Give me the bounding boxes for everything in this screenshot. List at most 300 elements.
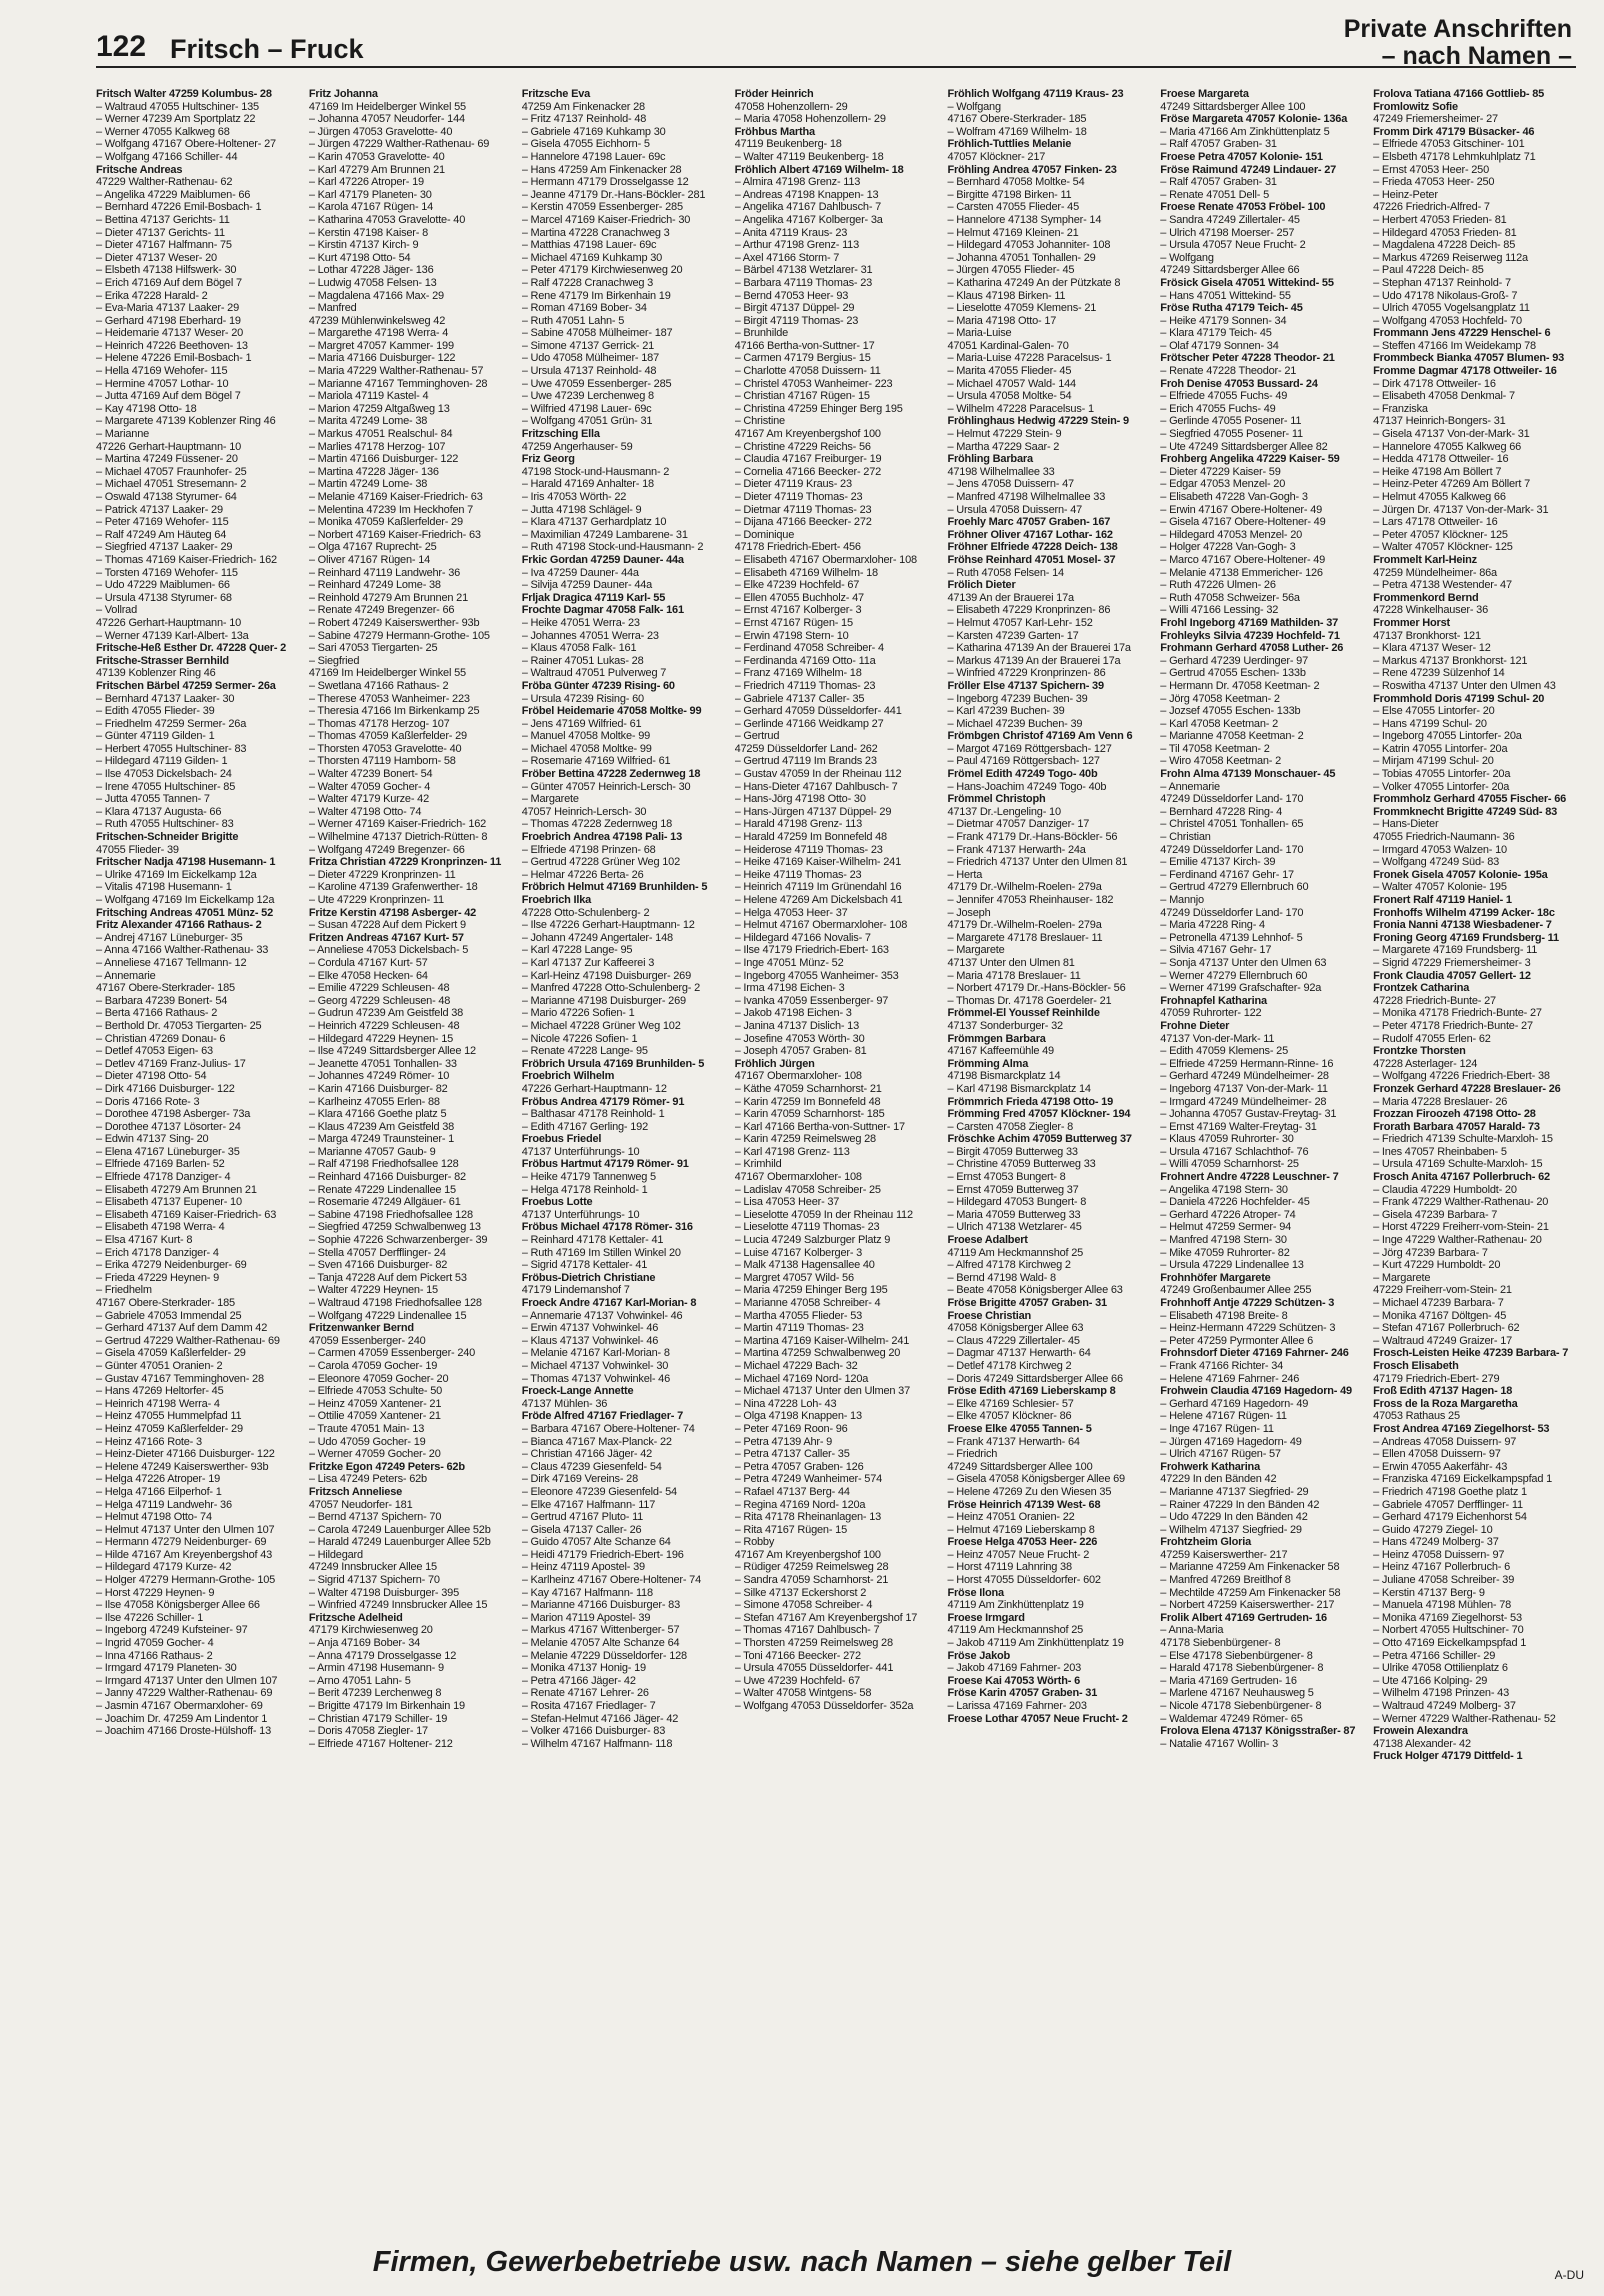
entry-line: – Waltraud 47198 Friedhofsallee 128 xyxy=(308,1297,482,1309)
entry-line: – Gabriele 47057 Derfflinger- 11 xyxy=(1373,1498,1523,1511)
entry-line: – Karl 47228 Lange- 95 xyxy=(521,944,633,957)
entry-line: – Susan 47228 Auf dem Pickert 9 xyxy=(308,919,466,932)
entry-line: – Christine xyxy=(734,415,785,428)
entry-lead: Frömmgen Barbara xyxy=(947,1032,1046,1045)
entry-line: – Doris 47249 Sittardsberger Allee 66 xyxy=(947,1372,1123,1385)
entry-line: – Rosemarie 47249 Allgäuer- 61 xyxy=(308,1196,461,1209)
entry-line: – Johannes 47249 Römer- 10 xyxy=(308,1070,450,1083)
entry-line: – Walter 47229 Heynen- 15 xyxy=(308,1284,438,1297)
entry-line: – Kay 47198 Otto- 18 xyxy=(96,402,197,415)
entry-line: – Martin 47249 Lome- 38 xyxy=(308,478,428,491)
entry-line: – Rita 47167 Rügen- 15 xyxy=(734,1523,847,1536)
entry-line: – Dirk 47166 Duisburger- 122 xyxy=(96,1082,235,1095)
entry-line: – Stefan 47167 Am Kreyenbergshof 17 xyxy=(734,1611,918,1624)
entry-line: – Rene 47239 Sülzenhof 14 xyxy=(1373,667,1505,680)
entry-line: 47059 Ruhrorter- 122 xyxy=(1160,1007,1262,1020)
section-title-line1: Private Anschriften xyxy=(1343,15,1572,43)
entry-line: – Helene 47169 Fahrner- 246 xyxy=(1160,1372,1300,1385)
entry-line: – Irma 47198 Eichen- 3 xyxy=(734,982,845,995)
entry-lead: Fröse Raimund 47249 Lindauer- 27 xyxy=(1160,163,1337,176)
entry-line: – Walter 47119 Beukenberg- 18 xyxy=(734,150,884,163)
entry-lead: Frozzan Firoozeh 47198 Otto- 28 xyxy=(1373,1108,1536,1121)
entry-line: – Carmen 47059 Essenberger- 240 xyxy=(308,1347,476,1360)
entry-line: – Maria 47198 Otto- 17 xyxy=(947,314,1057,327)
entry-line: – Ursula 47167 Schlachthof- 76 xyxy=(1160,1145,1309,1158)
column-5 xyxy=(947,88,1150,2230)
entry-line: – Kay 47167 Halfmann- 118 xyxy=(521,1586,653,1599)
entry-line: – Maria 47178 Breslauer- 11 xyxy=(947,969,1081,982)
entry-line: – Peter 47169 Roon- 96 xyxy=(734,1422,848,1435)
entry-lead: Frljak Dragica 47119 Karl- 55 xyxy=(521,591,666,604)
entry-line: – Mirjam 47199 Schul- 20 xyxy=(1373,755,1494,768)
entry-line: – Lothar 47228 Jäger- 136 xyxy=(308,264,434,277)
entry-line: – Helga 47053 Heer- 37 xyxy=(734,906,848,919)
entry-line: – Ilse 47179 Friedrich-Ebert- 163 xyxy=(734,944,889,957)
entry-line: – Karlheinz 47167 Obere-Holtener- 74 xyxy=(521,1574,702,1587)
entry-line: – Brunhilde xyxy=(734,327,789,340)
entry-line: 47249 Sittardsberger Allee 100 xyxy=(1160,100,1306,113)
entry-line: – Sandra 47249 Zillertaler- 45 xyxy=(1160,213,1300,226)
entry-line: – Christian 47166 Jäger- 42 xyxy=(521,1448,653,1461)
entry-line: – Jakob 47198 Eichen- 3 xyxy=(734,1007,852,1020)
entry-line: 47259 Düsseldorfer Land- 262 xyxy=(734,742,878,755)
entry-line: – Detlev 47169 Franz-Julius- 17 xyxy=(96,1057,246,1070)
entry-line: – Sigrid 47229 Friemersheimer- 3 xyxy=(1373,956,1531,969)
entry-line: – Annemarie xyxy=(1160,780,1220,793)
entry-line: 47259 Mündelheimer- 86a xyxy=(1373,566,1497,579)
entry-line: – Johannes 47051 Werra- 23 xyxy=(521,629,659,642)
entry-line: – Wolfgang 47053 Hochfeld- 70 xyxy=(1373,314,1522,327)
entry-line: – Matthias 47198 Lauer- 69c xyxy=(521,239,657,252)
entry-line: – Maria 47228 Breslauer- 26 xyxy=(1373,1095,1508,1108)
entry-line: – Wolfgang 47226 Friedrich-Ebert- 38 xyxy=(1373,1070,1550,1083)
entry-lead: Frohberg Angelika 47229 Kaiser- 59 xyxy=(1160,453,1340,466)
entry-line: – Ingrid 47059 Gocher- 4 xyxy=(96,1637,214,1650)
entry-line: – Petra 47137 Caller- 35 xyxy=(734,1448,850,1461)
entry-line: – Magdalena 47166 Max- 29 xyxy=(308,289,444,302)
entry-line: – Walter 47057 Klöckner- 125 xyxy=(1373,541,1513,554)
entry-line: – Ruth 47198 Stock-und-Hausmann- 2 xyxy=(521,541,704,554)
entry-line: – Margot 47169 Röttgersbach- 127 xyxy=(947,742,1112,755)
entry-line: – Udo 47058 Mülheimer- 187 xyxy=(521,352,659,365)
entry-line: 47167 Am Kreyenbergshof 100 xyxy=(734,428,881,441)
entry-line: – Klaus 47137 Vohwinkel- 46 xyxy=(521,1334,659,1347)
entry-line: – Rainer 47051 Lukas- 28 xyxy=(521,654,644,667)
entry-line: – Günter 47119 Gilden- 1 xyxy=(96,730,215,743)
entry-line: 47137 Sonderburger- 32 xyxy=(947,1019,1063,1032)
entry-line: – Elke 47058 Hecken- 64 xyxy=(308,969,428,982)
entry-line: – Hans 47199 Schul- 20 xyxy=(1373,717,1487,730)
entry-lead: Fritsche Andreas xyxy=(96,163,183,176)
entry-line: – Frank 47137 Herwarth- 64 xyxy=(947,1435,1080,1448)
entry-line: – Klara 47137 Weser- 12 xyxy=(1373,642,1491,655)
entry-line: – Nina 47228 Loh- 43 xyxy=(734,1397,837,1410)
entry-line: – Udo 47059 Gocher- 19 xyxy=(308,1435,426,1448)
entry-lead: Fröhlich Jürgen xyxy=(734,1057,815,1070)
entry-lead: Fritsching Andreas 47051 Münz- 52 xyxy=(96,906,273,919)
entry-lead: Fröbrich Helmut 47169 Brunhilden- 5 xyxy=(521,881,708,894)
entry-line: – Marco 47167 Obere-Holtener- 49 xyxy=(1160,553,1326,566)
entry-line: 47167 Am Kreyenbergshof 100 xyxy=(734,1548,881,1561)
entry-lead: Fröse Karin 47057 Graben- 31 xyxy=(947,1687,1098,1700)
entry-line: – Ursula 47169 Schulte-Marxloh- 15 xyxy=(1373,1158,1543,1171)
entry-lead: Froebrich Ilka xyxy=(521,894,592,906)
entry-line: – Klaus 47198 Birken- 11 xyxy=(947,289,1066,302)
column-4 xyxy=(735,88,938,2230)
entry-line: – Gerhard 47249 Mündelheimer- 28 xyxy=(1160,1070,1329,1083)
entry-lead: Froh Denise 47053 Bussard- 24 xyxy=(1160,377,1318,390)
entry-line: 47249 Friemersheimer- 27 xyxy=(1373,113,1498,126)
entry-line: – Lucia 47249 Salzburger Platz 9 xyxy=(734,1234,891,1247)
entry-line: – Ralf 47198 Friedhofsallee 128 xyxy=(308,1158,459,1171)
entry-line: – Heinz-Peter 47269 Am Böllert 7 xyxy=(1373,478,1531,491)
entry-lead: Frohnapfel Katharina xyxy=(1160,994,1267,1007)
entry-line: – Arno 47051 Lahn- 5 xyxy=(308,1674,411,1687)
entry-line: – Heinrich 47198 Werra- 4 xyxy=(96,1397,220,1410)
entry-line: 47229 Freiherr-vom-Stein- 21 xyxy=(1373,1284,1512,1297)
entry-line: – Jakob 47169 Fahrner- 203 xyxy=(947,1662,1082,1675)
entry-line: – Annemarie 47137 Vohwinkel- 46 xyxy=(521,1309,683,1322)
entry-line: – Traute 47051 Main- 13 xyxy=(308,1422,425,1435)
entry-line: – Dominique xyxy=(734,528,795,541)
entry-lead: Fritsch Walter 47259 Kolumbus- 28 xyxy=(96,88,272,100)
entry-line: – Christian 47167 Rügen- 15 xyxy=(734,390,870,403)
entry-line: – Dietmar 47057 Danziger- 17 xyxy=(947,818,1090,831)
entry-line: – Gerhard 47137 Auf dem Damm 42 xyxy=(96,1322,268,1335)
entry-line: – Anita 47119 Kraus- 23 xyxy=(734,226,848,239)
entry-line: – Melanie 47229 Düsseldorfer- 128 xyxy=(521,1649,687,1662)
entry-line: – Sabine 47198 Friedhofsallee 128 xyxy=(308,1208,473,1221)
entry-line: – Jürgen 47053 Gravelotte- 40 xyxy=(308,125,453,138)
entry-line: – Jürgen 47229 Walther-Rathenau- 69 xyxy=(308,138,490,151)
entry-line: – Luise 47167 Kolberger- 3 xyxy=(734,1246,863,1259)
entry-line: – Anna-Maria xyxy=(1160,1624,1224,1637)
entry-line: – Wolfgang 47229 Lindenallee 15 xyxy=(308,1309,467,1322)
entry-lead: Fritzsche Adelheid xyxy=(308,1611,403,1624)
entry-line: – Maria 47059 Butterweg 33 xyxy=(947,1208,1081,1221)
entry-line: – Detlef 47178 Kirchweg 2 xyxy=(947,1359,1072,1372)
entry-line: – Helene 47167 Rügen- 11 xyxy=(1160,1410,1287,1423)
entry-line: – Heinz 47055 Hummelpfad 11 xyxy=(96,1410,242,1423)
entry-line: – Jutta 47198 Schlägel- 9 xyxy=(521,503,642,516)
entry-lead: Fröder Heinrich xyxy=(734,88,814,100)
entry-line: – Waltraud 47249 Graizer- 17 xyxy=(1373,1334,1513,1347)
entry-line: – Renate 47229 Lindenallee 15 xyxy=(308,1183,456,1196)
entry-line: 47198 Stock-und-Hausmann- 2 xyxy=(521,465,670,478)
entry-line: – Gerhard 47198 Eberhard- 19 xyxy=(96,314,241,327)
entry-line: – Edith 47059 Klemens- 25 xyxy=(1160,1045,1288,1058)
entry-line: – Gertrud 47055 Eschen- 133b xyxy=(1160,667,1306,680)
entry-line: – Margarethe 47198 Werra- 4 xyxy=(308,327,449,340)
entry-line: – Wolfgang 47249 Bregenzer- 66 xyxy=(308,843,465,856)
entry-line: – Gertrud xyxy=(734,730,780,743)
entry-line: – Ingeborg 47137 Von-der-Mark- 11 xyxy=(1160,1082,1328,1095)
entry-line: – Balthasar 47178 Reinhold- 1 xyxy=(521,1108,665,1121)
entry-line: – Juliane 47058 Schreiber- 39 xyxy=(1373,1574,1515,1587)
entry-line: – Heinz 47167 Pollerbruch- 6 xyxy=(1373,1561,1511,1574)
entry-line: – Werner 47169 Kaiser-Friedrich- 162 xyxy=(308,818,487,831)
entry-line: – Heike 47179 Tannenweg 5 xyxy=(521,1171,656,1184)
entry-line: – Thomas Dr. 47178 Goerdeler- 21 xyxy=(947,994,1112,1007)
entry-line: – Reinhold 47279 Am Brunnen 21 xyxy=(308,591,468,604)
entry-line: – Frank 47166 Richter- 34 xyxy=(1160,1359,1284,1372)
entry-line: – Bettina 47137 Gerichts- 11 xyxy=(96,213,230,226)
entry-line: – Angelika 47229 Maiblumen- 66 xyxy=(96,188,251,201)
entry-line: – Dieter 47229 Kronprinzen- 11 xyxy=(308,868,456,881)
entry-lead: Frömming Fred 47057 Klöckner- 194 xyxy=(947,1108,1131,1121)
entry-lead: Fröschke Achim 47059 Butterweg 37 xyxy=(947,1133,1132,1146)
entry-line: – Inna 47166 Rathaus- 2 xyxy=(96,1649,213,1662)
entry-line: – Margarete 47139 Koblenzer Ring 46 xyxy=(96,415,276,428)
entry-line: – Horst 47229 Heynen- 9 xyxy=(96,1586,215,1599)
entry-lead: Frowein Alexandra xyxy=(1373,1725,1468,1738)
entry-line: – Silvija 47259 Dauner- 44a xyxy=(521,579,653,592)
entry-lead: Frosch Anita 47167 Pollerbruch- 62 xyxy=(1373,1171,1550,1184)
entry-line: – Axel 47166 Storm- 7 xyxy=(734,251,840,264)
entry-lead: Frötscher Peter 47228 Theodor- 21 xyxy=(1160,352,1335,365)
entry-line: – Marianne 47058 Keetman- 2 xyxy=(1160,730,1304,743)
entry-line: – Jennifer 47053 Rheinhauser- 182 xyxy=(947,894,1114,906)
entry-line: – Oswald 47138 Styrumer- 64 xyxy=(96,491,237,503)
entry-line: – Hans-Jürgen 47137 Düppel- 29 xyxy=(734,805,892,818)
entry-lead: Fröller Else 47137 Spichern- 39 xyxy=(947,679,1104,692)
entry-line: – Hilde 47167 Am Kreyenbergshof 43 xyxy=(96,1548,273,1561)
entry-line: – Frank 47137 Herwarth- 24a xyxy=(947,843,1086,856)
entry-line: – Wolfgang xyxy=(947,100,1001,113)
entry-line: – Dagmar 47137 Herwarth- 64 xyxy=(947,1347,1091,1360)
entry-lead: Frosch Elisabeth xyxy=(1373,1359,1459,1372)
entry-line: 47179 Dr.-Wilhelm-Roelen- 279a xyxy=(947,881,1102,894)
entry-lead: Frohleyks Silvia 47239 Hochfeld- 71 xyxy=(1160,629,1340,642)
entry-lead: Frommenkord Bernd xyxy=(1373,591,1479,604)
entry-line: – Heike 47179 Sonnen- 34 xyxy=(1160,314,1287,327)
entry-line: – Berta 47166 Rathaus- 2 xyxy=(96,1007,218,1020)
entry-line: – Walter 47198 Otto- 74 xyxy=(308,805,422,818)
entry-line: – Georg 47229 Schleusen- 48 xyxy=(308,994,451,1007)
entry-lead: Frohmann Gerhard 47058 Luther- 26 xyxy=(1160,642,1344,655)
entry-line: – Elfriede 47198 Prinzen- 68 xyxy=(521,843,656,856)
entry-line: – Dieter 47229 Kaiser- 59 xyxy=(1160,465,1281,478)
entry-line: – Waltraud 47055 Hultschiner- 135 xyxy=(96,100,259,113)
entry-lead: Froese Petra 47057 Kolonie- 151 xyxy=(1160,150,1323,163)
entry-line: – Ralf 47057 Graben- 31 xyxy=(1160,176,1277,189)
entry-line: – Helmut 47055 Kalkweg 66 xyxy=(1373,491,1506,503)
entry-line: – Martin 47119 Thomas- 23 xyxy=(734,1322,864,1335)
entry-line: – Andreas 47058 Duissern- 97 xyxy=(1373,1435,1517,1448)
entry-line: – Gerhard 47239 Uerdinger- 97 xyxy=(1160,654,1308,667)
entry-lead: Fröse Rutha 47179 Teich- 45 xyxy=(1160,302,1303,315)
entry-line: – Ferdinand 47058 Schreiber- 4 xyxy=(734,642,884,655)
entry-line: 47137 Dr.-Lengeling- 10 xyxy=(947,805,1061,818)
column-3 xyxy=(522,88,725,2230)
entry-line: – Walter 47239 Bonert- 54 xyxy=(308,768,433,781)
entry-line: – Heinz 47059 Xantener- 21 xyxy=(308,1397,442,1410)
entry-line: 47169 Im Heidelberger Winkel 55 xyxy=(308,667,466,680)
entry-line: – Ute 47249 Sittardsberger Allee 82 xyxy=(1160,440,1328,453)
entry-lead: Frohl Ingeborg 47169 Mathilden- 37 xyxy=(1160,616,1339,629)
entry-line: 47178 Siebenbürgener- 8 xyxy=(1160,1637,1281,1650)
entry-line: – Heinz 47166 Rote- 3 xyxy=(96,1435,202,1448)
entry-line: – Uwe 47059 Essenberger- 285 xyxy=(521,377,672,390)
entry-line: – Elisabeth 47198 Breite- 8 xyxy=(1160,1309,1288,1322)
entry-line: – Winfried 47249 Innsbrucker Allee 15 xyxy=(308,1599,488,1612)
entry-line: – Günter 47057 Heinrich-Lersch- 30 xyxy=(521,780,691,793)
entry-lead: Fröse Jakob xyxy=(947,1649,1011,1662)
entry-line: – Marianne 47167 Temminghoven- 28 xyxy=(308,377,488,390)
entry-line: – Marianne 47057 Gaub- 9 xyxy=(308,1145,436,1158)
entry-line: – Marita 47055 Flieder- 45 xyxy=(947,365,1072,378)
entry-line: – Mario 47226 Sofien- 1 xyxy=(521,1007,635,1020)
entry-line: – Hans 47051 Wittekind- 55 xyxy=(1160,289,1291,302)
entry-line: 47259 Angerhauser- 59 xyxy=(521,440,633,453)
entry-line: – Christina 47259 Ehinger Berg 195 xyxy=(734,402,903,415)
entry-line: – Erwin 47167 Obere-Holtener- 49 xyxy=(1160,503,1323,516)
entry-line: – Johanna 47057 Gustav-Freytag- 31 xyxy=(1160,1108,1337,1121)
entry-line: – Thomas 47137 Vohwinkel- 46 xyxy=(521,1372,671,1385)
entry-line: – Dietmar 47119 Thomas- 23 xyxy=(734,503,872,516)
entry-line: – Helene 47269 Zu den Wiesen 35 xyxy=(947,1485,1112,1498)
entry-lead: Fröse Brigitte 47057 Graben- 31 xyxy=(947,1297,1107,1309)
entry-lead: Froehly Marc 47057 Graben- 167 xyxy=(947,516,1111,529)
entry-line: – Helmut 47198 Otto- 74 xyxy=(96,1511,212,1524)
entry-line: – Larissa 47169 Fahrner- 203 xyxy=(947,1700,1087,1712)
entry-lead: Frohnert Andre 47228 Leuschner- 7 xyxy=(1160,1171,1339,1184)
entry-line: – Manuela 47198 Mühlen- 78 xyxy=(1373,1599,1512,1612)
entry-line: – Barbara 47239 Bonert- 54 xyxy=(96,994,228,1007)
entry-line: – Wolfgang xyxy=(1160,251,1214,264)
entry-line: – Karl 47239 Buchen- 39 xyxy=(947,705,1065,718)
entry-line: – Gisela 47137 Caller- 26 xyxy=(521,1523,642,1536)
entry-line: – Ines 47057 Rheinbaben- 5 xyxy=(1373,1145,1507,1158)
entry-line: – Melanie 47057 Alte Schanze 64 xyxy=(521,1637,680,1650)
entry-line: – Karl-Heinz 47198 Duisburger- 269 xyxy=(521,969,692,982)
entry-lead: Frohne Dieter xyxy=(1160,1019,1230,1032)
entry-line: – Almira 47198 Grenz- 113 xyxy=(734,176,861,189)
entry-line: – Ursula 47229 Lindenallee 13 xyxy=(1160,1259,1304,1272)
entry-line: – Claudia 47167 Freiburger- 19 xyxy=(734,453,882,466)
entry-line: 47239 Mühlenwinkelsweg 42 xyxy=(308,314,446,327)
entry-line: – Herbert 47053 Frieden- 81 xyxy=(1373,213,1507,226)
entry-lead: Froß Edith 47137 Hagen- 18 xyxy=(1373,1385,1513,1398)
entry-line: – Franz 47169 Wilhelm- 18 xyxy=(734,667,862,680)
entry-line: – Berit 47239 Lerchenweg 8 xyxy=(308,1687,442,1700)
entry-line: – Uwe 47239 Lerchenweg 8 xyxy=(521,390,654,403)
entry-line: 47259 Kaiserswerther- 217 xyxy=(1160,1548,1288,1561)
entry-line: – Lars 47178 Ottweiler- 16 xyxy=(1373,516,1498,529)
entry-line: – Dieter 47119 Kraus- 23 xyxy=(734,478,852,491)
entry-line: 47055 Friedrich-Naumann- 36 xyxy=(1373,831,1515,844)
entry-line: 47057 Klöckner- 217 xyxy=(947,150,1046,163)
entry-line: – Ernst 47169 Walter-Freytag- 31 xyxy=(1160,1120,1317,1133)
entry-line: – Gabriele 47137 Caller- 35 xyxy=(734,692,865,705)
entry-line: – Bernd 47053 Heer- 93 xyxy=(734,289,849,302)
entry-line: – Margret 47057 Wild- 56 xyxy=(734,1271,854,1284)
entry-line: – Holger 47279 Hermann-Grothe- 105 xyxy=(96,1574,276,1587)
entry-line: 47051 Kardinal-Galen- 70 xyxy=(947,339,1069,352)
entry-lead: Fröse Ilona xyxy=(947,1586,1004,1599)
entry-line: 47137 Heinrich-Bongers- 31 xyxy=(1373,415,1506,428)
entry-line: – Friedrich 47139 Schulte-Marxloh- 15 xyxy=(1373,1133,1553,1146)
entry-line: – Karin 47053 Gravelotte- 40 xyxy=(308,150,445,163)
entry-line: – Irmgard 47179 Planeten- 30 xyxy=(96,1662,237,1675)
entry-line: – Nicole 47226 Sofien- 1 xyxy=(521,1032,638,1045)
entry-line: – Hildegard 47053 Johanniter- 108 xyxy=(947,239,1111,252)
entry-line: – Dieter 47167 Halfmann- 75 xyxy=(96,239,232,252)
entry-line: – Simone 47058 Schreiber- 4 xyxy=(734,1599,873,1612)
entry-line: – Petra 47057 Graben- 126 xyxy=(734,1460,864,1473)
entry-line: – Ralf 47057 Graben- 31 xyxy=(1160,138,1277,151)
entry-line: – Patrick 47137 Laaker- 29 xyxy=(96,503,223,516)
entry-line: – Ernst 47059 Butterweg 37 xyxy=(947,1183,1079,1196)
entry-line: – Hildegard xyxy=(308,1548,363,1561)
entry-line: – Jens 47169 Wilfried- 61 xyxy=(521,717,642,730)
entry-line: – Markus 47139 An der Brauerei 17a xyxy=(947,654,1121,667)
entry-line: – Markus 47051 Realschul- 84 xyxy=(308,428,453,441)
entry-lead: Frohnsdorf Dieter 47169 Fahrner- 246 xyxy=(1160,1347,1349,1360)
entry-lead: Frommholz Gerhard 47055 Fischer- 66 xyxy=(1373,793,1567,806)
entry-line: – Claudia 47229 Humboldt- 20 xyxy=(1373,1183,1517,1196)
entry-lead: Frohn Alma 47139 Monschauer- 45 xyxy=(1160,768,1336,781)
entry-line: – Ellen 47058 Duissern- 97 xyxy=(1373,1448,1501,1461)
entry-line: – Dorothee 47198 Asberger- 73a xyxy=(96,1108,251,1121)
entry-line: – Monika 47178 Friedrich-Bunte- 27 xyxy=(1373,1007,1542,1020)
entry-lead: Fröhlich Albert 47169 Wilhelm- 18 xyxy=(734,163,904,176)
entry-line: – Rudolf 47055 Erlen- 62 xyxy=(1373,1032,1491,1045)
entry-line: – Vollrad xyxy=(96,604,138,617)
entry-lead: Fromme Dagmar 47178 Ottweiler- 16 xyxy=(1373,365,1557,378)
entry-line: – Elfriede 47178 Danziger- 4 xyxy=(96,1171,231,1184)
entry-line: – Hella 47169 Wehofer- 115 xyxy=(96,365,228,378)
entry-line: – Klaus 47239 Am Geistfeld 38 xyxy=(308,1120,455,1133)
entry-line: – Harald 47169 Anhalter- 18 xyxy=(521,478,654,491)
entry-line: – Herbert 47055 Hultschiner- 83 xyxy=(96,742,247,755)
entry-line: – Helmut 47137 Unter den Ulmen 107 xyxy=(96,1523,275,1536)
entry-line: – Carola 47249 Lauenburger Allee 52b xyxy=(308,1523,491,1536)
entry-line: – Michael 47239 Buchen- 39 xyxy=(947,717,1083,730)
entry-lead: Frömmel Christoph xyxy=(947,793,1046,806)
entry-line: – Margret 47057 Kammer- 199 xyxy=(308,339,454,352)
entry-line: – Sophie 47226 Schwarzenberger- 39 xyxy=(308,1234,488,1247)
entry-line: – Nicole 47178 Siebenbürgener- 8 xyxy=(1160,1700,1322,1712)
entry-line: – Rita 47178 Rheinanlagen- 13 xyxy=(734,1511,882,1524)
entry-line: – Elisabeth 47137 Eupener- 10 xyxy=(96,1196,242,1209)
entry-line: – Else 47178 Siebenbürgener- 8 xyxy=(1160,1649,1313,1662)
entry-line: – Helmut 47169 Lieberskamp 8 xyxy=(947,1523,1095,1536)
entry-line: 47249 Düsseldorfer Land- 170 xyxy=(1160,843,1304,856)
entry-line: – Ilse 47226 Gerhart-Hauptmann- 12 xyxy=(521,919,695,932)
entry-line: – Uwe 47239 Hochfeld- 67 xyxy=(734,1674,861,1687)
entry-line: – Udo 47229 Maiblumen- 66 xyxy=(96,579,230,592)
entry-line: – Birgitte 47198 Birken- 11 xyxy=(947,188,1072,201)
entry-line: – Siegfried 47137 Laaker- 29 xyxy=(96,541,233,554)
entry-line: – Petra 47138 Westender- 47 xyxy=(1373,579,1512,592)
entry-line: – Marianne 47198 Duisburger- 269 xyxy=(521,994,686,1007)
entry-line: – Johanna 47057 Neudorfer- 144 xyxy=(308,113,465,126)
entry-line: – Franziska xyxy=(1373,402,1428,415)
entry-line: 47137 Von-der-Mark- 11 xyxy=(1160,1032,1275,1045)
entry-line: – Swetlana 47166 Rathaus- 2 xyxy=(308,679,449,692)
entry-lead: Froese Lothar 47057 Neue Frucht- 2 xyxy=(947,1712,1128,1725)
entry-line: – Elke 47169 Schlesier- 57 xyxy=(947,1397,1074,1410)
entry-lead: Froese Christian xyxy=(947,1309,1032,1322)
entry-line: – Karl 47226 Atroper- 19 xyxy=(308,176,424,189)
entry-line: – Otto 47169 Eickelkampspfad 1 xyxy=(1373,1637,1527,1650)
entry-line: – Sari 47053 Tiergarten- 25 xyxy=(308,642,438,655)
entry-line: – Maria 47058 Hohenzollern- 29 xyxy=(734,113,886,126)
entry-lead: Froese Adalbert xyxy=(947,1234,1028,1247)
entry-line: – Melanie 47169 Kaiser-Friedrich- 63 xyxy=(308,491,483,503)
entry-line: – Michael 47229 Bach- 32 xyxy=(734,1359,858,1372)
